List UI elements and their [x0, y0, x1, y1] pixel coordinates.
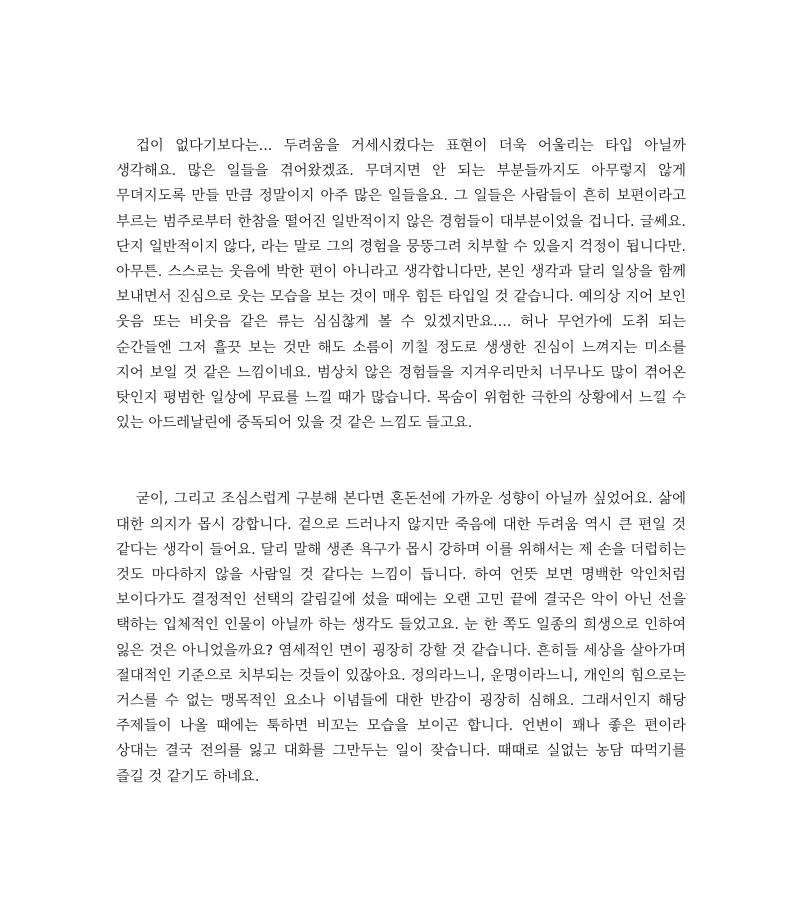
paragraph: 겁이 없다기보다는... 두려움을 거세시켰다는 표현이 더욱 어울리는 타입 아닐까 생각해요. 많은 일들을 겪어왔겠죠. 무뎌지면 안 되는 부분들까지도 아무렇지 않게 무뎌지도록 만들 만큼 정말이지 아주 많은 일들을요. 그 일들은 사람들이 흔히 보편이라고 부르는 범주로부터 한참을 떨어진 일반적이지 않은 경험들이 대부분이었을 겁니다. 글쎄요. 단지 일반적이지 않다, 라는 말로 그의 경험을 뭉뚱그려 치부할 수 있을지 걱정이 됩니다만. 아무튼. 스스로는 웃음에 박한 편이 아니라고 생각합니다만, 본인 생각과 달리 일상을 함께 보내면서 진심으로 웃는 모습을 보는 것이 매우 힘든 타입일 것 같습니다. 예의상 지어 보인 웃음 또는 비웃음 같은 류는 심심찮게 볼 수 있겠지만요.... 허나 무언가에 도취 되는 순간들엔 그저 흘끗 보는 것만 해도 소름이 끼칠 정도로 생생한 진심이 느껴지는 미소를 지어 보일 것 같은 느낌이네요. 범상치 않은 경험들을 지겨우리만치 너무나도 많이 겪어온 탓인지 평범한 일상에 무료를 느낄 때가 많습니다. 목숨이 위험한 극한의 상황에서 느낄 수 있는 아드레날린에 중독되어 있을 것 같은 느낌도 들고요.	[116, 138, 686, 432]
document-page	[116, 134, 686, 790]
paragraph: 굳이, 그리고 조심스럽게 구분해 본다면 혼돈선에 가까운 성향이 아닐까 싶었어요. 삶에 대한 의지가 몹시 강합니다. 겉으로 드러나지 않지만 죽음에 대한 두려움 역시 큰 편일 것 같다는 생각이 들어요. 달리 말해 생존 욕구가 몹시 강하며 이를 위해서는 제 손을 더럽히는 것도 마다하지 않을 사람일 것 같다는 느낌이 듭니다. 하여 언뜻 보면 명백한 악인처럼 보이다가도 결정적인 선택의 갈림길에 섰을 때에는 오랜 고민 끝에 결국은 악이 아닌 선을 택하는 입체적인 인물이 아닐까 하는 생각도 들었고요. 눈 한 쪽도 일종의 희생으로 인하여 잃은 것은 아니었을까요? 염세적인 면이 굉장히 강할 것 같습니다. 흔히들 세상을 살아가며 절대적인 기준으로 치부되는 것들이 있잖아요. 정의라느니, 운명이라느니, 개인의 힘으로는 거스를 수 없는 맹목적인 요소나 이념들에 대한 반감이 굉장히 심해요. 그래서인지 해당 주제들이 나올 때에는 툭하면 비꼬는 모습을 보이곤 합니다. 언변이 꽤나 좋은 편이라 상대는 결국 전의를 잃고 대화를 그만두는 일이 잦습니다. 때때로 실없는 농담 따먹기를 즐길 것 같기도 하네요.	[116, 491, 686, 785]
